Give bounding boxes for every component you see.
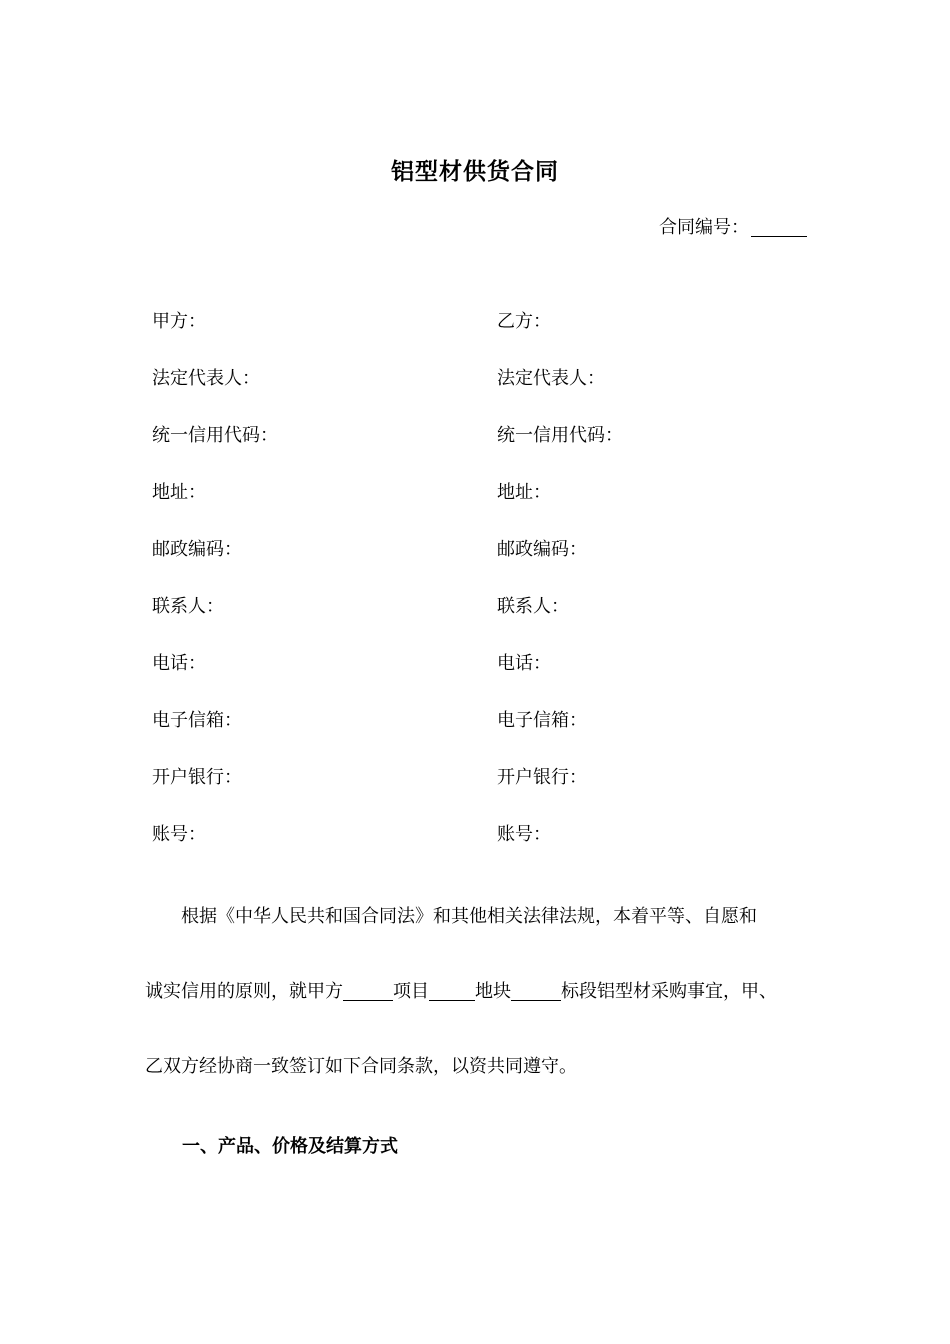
party-b-contact-label: 联系人： [497, 596, 569, 617]
contract-number-blank[interactable] [751, 218, 807, 237]
party-b-name-label: 乙方： [497, 311, 551, 332]
party-a-email-label: 电子信箱： [152, 710, 242, 731]
party-a-bank-label: 开户银行： [152, 767, 242, 788]
party-a-contact-label: 联系人： [152, 596, 224, 617]
party-a-phone-label: 电话： [152, 653, 206, 674]
party-b-phone-label: 电话： [497, 653, 551, 674]
plot-blank[interactable] [429, 982, 475, 1001]
party-a-legal-rep-label: 法定代表人： [152, 368, 260, 389]
preamble-line-2-text-1: 诚实信用的原则，就甲方 [145, 981, 343, 1002]
party-b-credit-code-label: 统一信用代码： [497, 425, 623, 446]
section-blank[interactable] [511, 982, 561, 1001]
party-a-address-label: 地址： [152, 482, 206, 503]
preamble-line-2-text-2: 项目 [393, 981, 429, 1002]
party-a-name-label: 甲方： [152, 311, 206, 332]
preamble-line-2 [145, 977, 805, 1003]
party-b-account-label: 账号： [497, 824, 551, 845]
party-b-address-label: 地址： [497, 482, 551, 503]
project-blank[interactable] [343, 982, 393, 1001]
preamble-line-2-text-4: 标段铝型材采购事宜，甲、 [561, 981, 777, 1002]
party-b-email-label: 电子信箱： [497, 710, 587, 731]
contract-number [659, 213, 807, 239]
party-b-postal-code-label: 邮政编码： [497, 539, 587, 560]
preamble-line-3: 乙双方经协商一致签订如下合同条款，以资共同遵守。 [145, 1056, 577, 1077]
contract-number-label: 合同编号： [659, 217, 749, 238]
party-a-postal-code-label: 邮政编码： [152, 539, 242, 560]
party-a-credit-code-label: 统一信用代码： [152, 425, 278, 446]
document-title: 铝型材供货合同 [391, 159, 559, 185]
party-b-legal-rep-label: 法定代表人： [497, 368, 605, 389]
party-a-account-label: 账号： [152, 824, 206, 845]
section-1-heading: 一、产品、价格及结算方式 [182, 1136, 398, 1157]
preamble-line-2-text-3: 地块 [475, 981, 511, 1002]
preamble-line-1: 根据《中华人民共和国合同法》和其他相关法律法规，本着平等、自愿和 [181, 906, 757, 927]
party-b-bank-label: 开户银行： [497, 767, 587, 788]
